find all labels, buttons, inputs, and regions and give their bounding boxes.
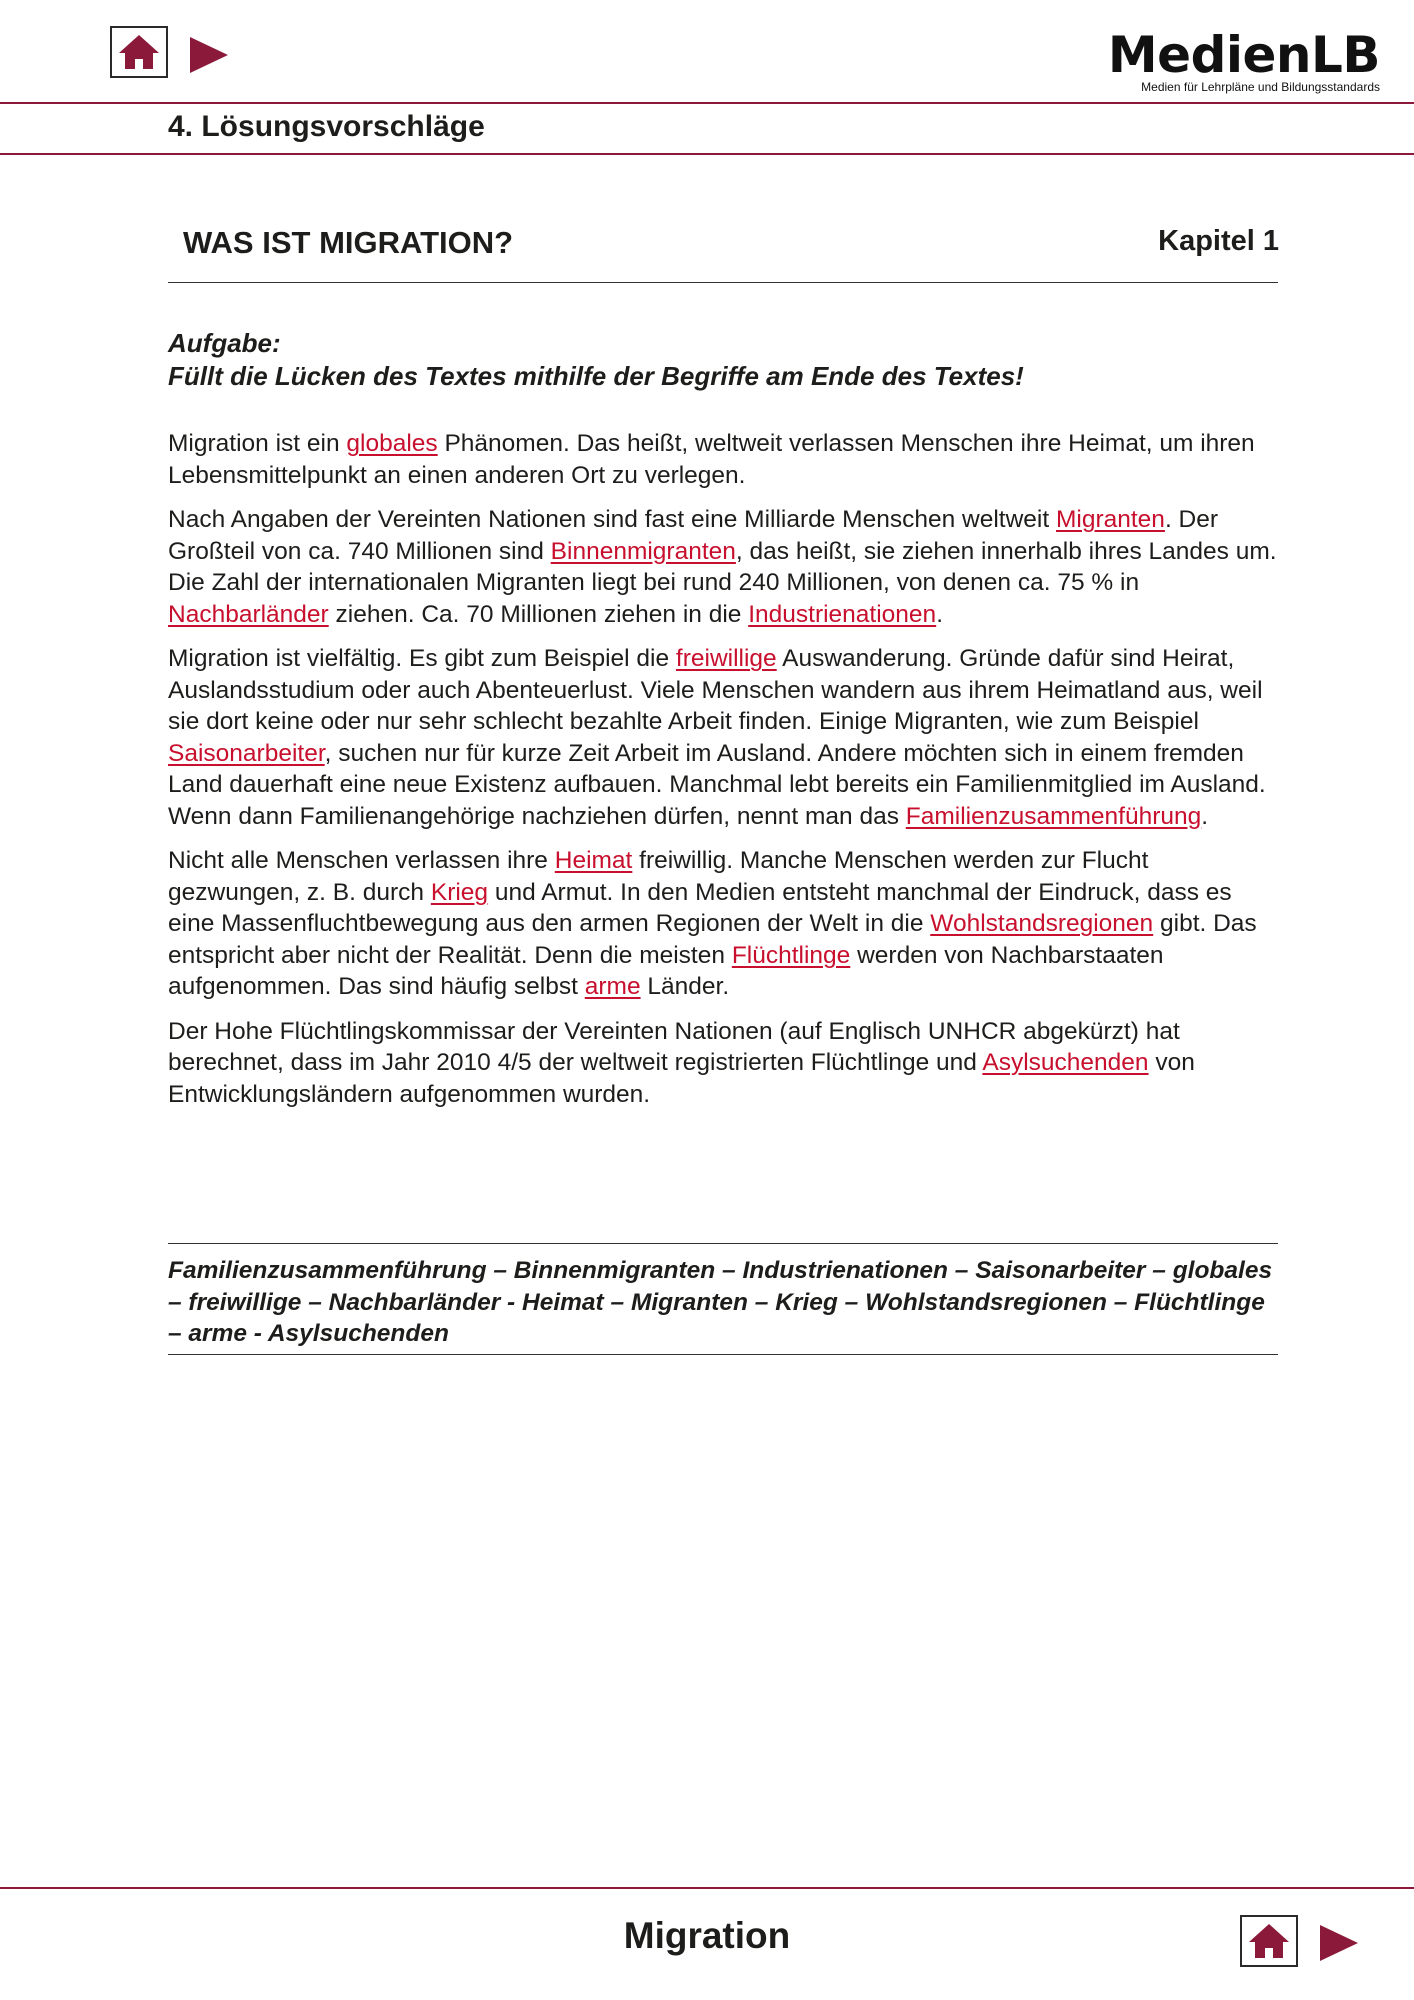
- brand-name: MedienLB: [1107, 26, 1380, 84]
- filled-gap-word: Heimat: [554, 847, 633, 874]
- text-segment: .: [936, 600, 943, 628]
- paragraph: [168, 643, 1280, 832]
- text-segment: Nicht alle Menschen verlassen ihre: [168, 847, 555, 874]
- brand-tagline: Medien für Lehrpläne und Bildungsstandards: [1141, 80, 1380, 94]
- home-icon: [1248, 1922, 1290, 1960]
- text-segment: von Entwicklungsländern aufgenommen wurden.: [168, 1049, 1195, 1108]
- filled-gap-word: Industrienationen: [748, 600, 937, 628]
- text-segment: Auswanderung. Gründe dafür sind Heirat, Auslandsstudium oder auch Abenteuerlust. Viele Menschen wandern aus ihrem Heimatland aus, weil sie dort keine oder nur sehr schlecht bezahlte Arbeit finden. Einige Migranten, wie zum Beispiel: [168, 645, 1263, 735]
- filled-gap-word: Flüchtlinge: [731, 941, 851, 969]
- paragraph: [168, 1016, 1280, 1111]
- next-page-button[interactable]: [190, 37, 228, 78]
- chapter-number: Kapitel 1: [1158, 225, 1279, 257]
- footer-rule: [0, 1887, 1414, 1889]
- text-segment: , suchen nur für kurze Zeit Arbeit im Ausland. Andere möchten sich in einem fremden Land dauerhaft eine neue Existenz aufbauen. Manchmal lebt bereits ein Familienmitglied im Ausland. Wenn dann Familienangehörige nachziehen dürfen, nennt man das: [168, 739, 1266, 830]
- triangle-right-icon: [1320, 1925, 1358, 1961]
- paragraph: [168, 504, 1280, 630]
- filled-gap-word: arme: [584, 973, 641, 1000]
- task-instruction: Füllt die Lücken des Textes mithilfe der Begriffe am Ende des Textes!: [168, 361, 1024, 391]
- text-segment: Der Hohe Flüchtlingskommissar der Vereinten Nationen (auf Englisch UNHCR abgekürzt) hat berechnet, dass im Jahr 2010 4/5 der weltweit registrierten Flüchtlinge und: [168, 1017, 1180, 1076]
- wordbank-bottom-rule: [168, 1354, 1278, 1355]
- paragraph: [168, 428, 1280, 491]
- task-block: [168, 327, 1278, 393]
- triangle-right-icon: [190, 37, 228, 73]
- filled-gap-word: Binnenmigranten: [550, 537, 736, 565]
- filled-gap-word: Krieg: [430, 878, 489, 906]
- filled-gap-word: Migranten: [1055, 506, 1165, 533]
- filled-gap-word: freiwillige: [675, 645, 777, 672]
- cloze-text: [168, 428, 1280, 1123]
- text-segment: Migration ist vielfältig. Es gibt zum Beispiel die: [168, 645, 676, 672]
- filled-gap-word: Familienzusammenführung: [905, 802, 1202, 830]
- text-segment: gibt. Das entspricht aber nicht der Realität. Denn die meisten: [168, 910, 1257, 969]
- text-segment: .: [1201, 802, 1209, 830]
- filled-gap-word: Wohlstandsregionen: [930, 910, 1154, 937]
- text-segment: Migration ist ein: [168, 430, 347, 457]
- filled-gap-word: Saisonarbeiter: [168, 739, 325, 767]
- section-rule: [0, 153, 1414, 155]
- filled-gap-word: Nachbarländer: [168, 600, 329, 628]
- brand-logo: [1075, 28, 1380, 94]
- home-icon: [118, 33, 160, 71]
- paragraph: [168, 845, 1280, 1003]
- footer-title: Migration: [623, 1915, 791, 1956]
- header-rule: [0, 102, 1414, 104]
- wordbank-top-rule: [168, 1243, 1278, 1244]
- text-segment: Phänomen. Das heißt, weltweit verlassen Menschen ihre Heimat, um ihren Lebensmittelpunkt an einen anderen Ort zu verlegen.: [168, 430, 1255, 489]
- chapter-title: WAS IST MIGRATION?: [183, 225, 514, 260]
- filled-gap-word: Asylsuchenden: [982, 1049, 1149, 1076]
- text-segment: ziehen. Ca. 70 Millionen ziehen in die: [328, 600, 749, 628]
- word-bank: Familienzusammenführung – Binnenmigranten – Industrienationen – Saisonarbeiter – globales – freiwillige – Nachbarländer - Heimat – Migranten – Krieg – Wohlstandsregionen – Flüchtlinge – arme - Asylsuchenden: [168, 1257, 1273, 1347]
- filled-gap-word: globales: [346, 430, 438, 457]
- task-label: Aufgabe:: [168, 328, 281, 358]
- text-segment: Nach Angaben der Vereinten Nationen sind fast eine Milliarde Menschen weltweit: [168, 506, 1056, 533]
- section-title: 4. Lösungsvorschläge: [168, 110, 485, 143]
- footer-next-page-button[interactable]: [1320, 1925, 1358, 1966]
- text-segment: Länder.: [640, 973, 730, 1000]
- home-button[interactable]: [110, 26, 168, 78]
- footer-home-button[interactable]: [1240, 1915, 1298, 1967]
- chapter-rule: [168, 282, 1278, 283]
- text-segment: , das heißt, sie ziehen innerhalb ihres Landes um. Die Zahl der internationalen Migranten liegt bei rund 240 Millionen, von denen ca. 75 % in: [168, 537, 1277, 596]
- text-segment: freiwillig. Manche Menschen werden zur Flucht gezwungen, z. B. durch: [168, 847, 1149, 906]
- text-segment: werden von Nachbarstaaten aufgenommen. Das sind häufig selbst: [168, 941, 1164, 1000]
- text-segment: und Armut. In den Medien entsteht manchmal der Eindruck, dass es eine Massenfluchtbewegung aus den armen Regionen der Welt in die: [168, 878, 1232, 937]
- text-segment: . Der Großteil von ca. 740 Millionen sind: [168, 506, 1219, 565]
